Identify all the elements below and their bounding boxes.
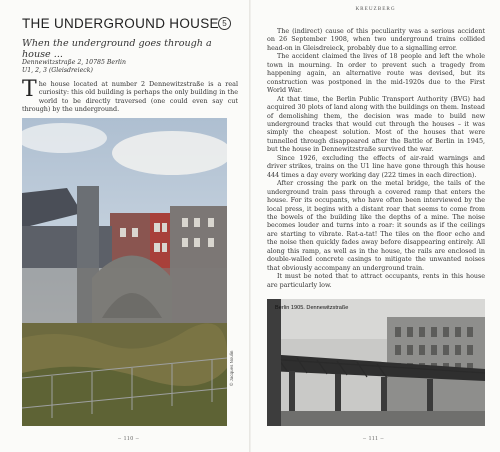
historic-photo <box>267 299 485 426</box>
body-paragraph: It must be noted that to attract occupants, rents in this house are particularly low. <box>267 273 485 289</box>
house-photo <box>22 118 227 426</box>
page-number-right: – 111 – <box>363 436 385 442</box>
address-transit: U1, 2, 3 (Gleisdreieck) <box>22 67 93 74</box>
address-block <box>22 59 237 75</box>
address-street: Dennewitzstraße 2, 10785 Berlin <box>22 59 126 66</box>
page-title: THE UNDERGROUND HOUSE <box>22 16 219 31</box>
running-header: KREUZBERG <box>355 6 396 12</box>
left-page <box>0 0 249 452</box>
body-paragraph: After crossing the park on the metal bridge, the tails of the underground train pass through a covered ramp that enters the house. For its occupants, who have often been interviewed by the local press, it begins with a distant roar that seems to come from the bowels of the building like the depths of a mine. The noise becomes louder and turns into a roar: it sounds as if the ceilings are starting to vibrate. Rat-a-tat! The tiles on the floor echo and the noise then quickly fades away before disappearing entirely. All along this ramp, as well as in the house, the rails are enclosed in double-walled concrete casings to mitigate the unwanted noises that obviously accompany an underground train. <box>267 180 485 272</box>
body-paragraph: At that time, the Berlin Public Transport Authority (BVG) had acquired 30 plots of land along with the buildings on them. Instead of demolishing them, the decision was made to build new underground tracks that would cut through the houses – it was simply the cheapest solution. Most of the houses that were tunnelled through disappeared after the Battle of Berlin in 1945, but the house in Dennewitzstraße survived the war. <box>267 95 485 154</box>
historic-photo-image <box>267 299 485 426</box>
body-paragraph: Since 1926, excluding the effects of air-raid warnings and driver strikes, trains on the U1 line have gone through this house 444 times a day every working day (222 times in each direction). <box>267 154 485 179</box>
subtitle: When the underground goes through a house ... <box>22 38 212 60</box>
photo-credit: © Jacques Noulin <box>229 350 234 386</box>
body-text <box>267 28 485 290</box>
house-photo-image <box>22 118 227 426</box>
body-paragraph: The (indirect) cause of this peculiarity was a serious accident on 26 September 1908, when two underground trains collided head-on in Gleisdreieck, probably due to a signalling error. <box>267 28 485 52</box>
entry-number-badge: 5 <box>218 17 231 30</box>
photo-caption: Berlin 1905. Dennewitzstraße <box>275 305 349 311</box>
body-paragraph: The accident claimed the lives of 18 people and left the whole town in mourning. In order to prevent such a tragedy from happening again, an alternative route was devised, but its construction was postponed in the mid-1920s due to the First World War. <box>267 53 485 95</box>
right-page <box>251 0 500 452</box>
drop-cap: T <box>22 77 37 102</box>
intro-paragraph <box>22 77 238 114</box>
page-number-left: – 110 – <box>118 436 140 442</box>
intro-text: he house located at number 2 Dennewitzstraße is a real curiosity: this old building is perhaps the only building in the world to be directly traversed (one could even say cut through) by the underground. <box>22 80 238 114</box>
